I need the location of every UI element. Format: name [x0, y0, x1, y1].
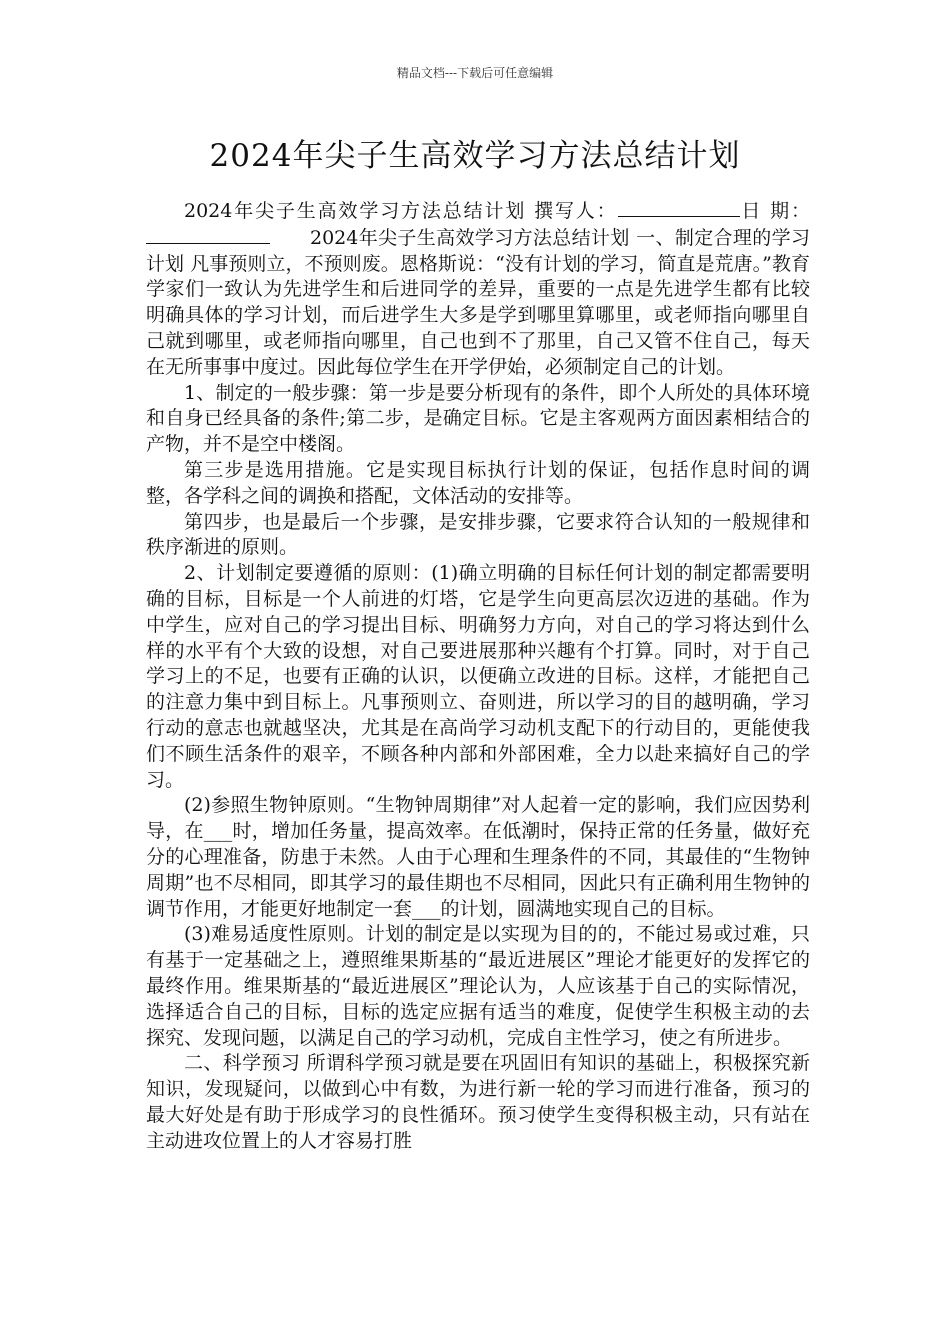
intro-lead: 2024年尖子生高效学习方法总结计划 撰写人： [184, 200, 618, 222]
paragraph-biological-clock: (2)参照生物钟原则。“生物钟周期律”对人起着一定的影响，我们应因势利导，在___时，增加任务量，提高效率。在低潮时，保持正常的任务量，做好充分的心理准备，防患于未然。人由于心理和生理条件的不同，其最佳的“生物钟周期”也不尽相同，即其学习的最佳期也不尽相同，因此只有正确利用生物钟的调节作用，才能更好地制定一套___的计划，圆满地实现自己的目标。 [146, 794, 810, 920]
paragraph-step-4: 第四步，也是最后一个步骤，是安排步骤，它要求符合认知的一般规律和秩序渐进的原则。 [146, 510, 810, 559]
intro-rest: 2024年尖子生高效学习方法总结计划 一、制定合理的学习计划 凡事预则立，不预则废。恩格斯说：“没有计划的学习，简直是荒唐。”教育学家们一致认为先进学生和后进同学的差异，重要的一点是先进学生都有比较明确具体的学习计划，而后进学生大多是学到哪里算哪里，或老师指向哪里自己就到哪里，或老师指向哪里，自己也到不了那里，自己又管不住自己，每天在无所事事中度过。因此每位学生在开学伊始，必须制定自己的计划。 [146, 226, 810, 378]
paragraph-principles: 2、计划制定要遵循的原则：(1)确立明确的目标任何计划的制定都需要明确的目标，目标是一个人前进的灯塔，它是学生向更高层次迈进的基础。作为中学生，应对自己的学习提出目标、明确努力方向，对自己的学习将达到什么样的水平有个大致的设想，对自己要进展那种兴趣有个打算。同时，对于自己学习上的不足，也要有正确的认识，以便确立改进的目标。这样，才能把自己的注意力集中到目标上。凡事预则立、奋则进，所以学习的目的越明确，学习行动的意志也就越坚决，尤其是在高尚学习动机支配下的行动目的，更能使我们不顾生活条件的艰辛，不顾各种内部和外部困难，全力以赴来搞好自己的学习。 [146, 562, 810, 791]
document-title: 2024年尖子生高效学习方法总结计划 [209, 138, 741, 174]
page-header: 精品文档---下载后可任意编辑 [396, 66, 554, 80]
paragraph-preview: 二、科学预习 所谓科学预习就是要在巩固旧有知识的基础上，积极探究新知识，发现疑问，以做到心中有数，为进行新一轮的学习而进行准备，预习的最大好处是有助于形成学习的良性循环。预习使学生变得积极主动，只有站在主动进攻位置上的人才容易打胜 [146, 1052, 810, 1152]
paragraph-step-3: 第三步是选用措施。它是实现目标执行计划的保证，包括作息时间的调整，各学科之间的调换和搭配，文体活动的安排等。 [146, 458, 810, 507]
author-blank [618, 198, 740, 217]
paragraph-step-1: 1、制定的一般步骤：第一步是要分析现有的条件，即个人所处的具体环境和自身已经具备的条件;第二步，是确定目标。它是主客观两方面因素相结合的产物，并不是空中楼阁。 [146, 381, 810, 456]
date-blank [146, 225, 270, 244]
date-label: 日 期： [739, 200, 810, 222]
paragraph-difficulty: (3)难易适度性原则。计划的制定是以实现为目的的，不能过易或过难，只有基于一定基础之上，遵照维果斯基的“最近进展区”理论才能更好的发挥它的最终作用。维果斯基的“最近进展区”理论认为，人应该基于自己的实际情况，选择适合自己的目标，目标的选定应据有适当的难度，促使学生积极主动的去探究、发现问题，以满足自己的学习动机，完成自主性学习，使之有所进步。 [146, 923, 810, 1049]
intro-paragraph [146, 198, 810, 381]
document-body [146, 198, 810, 1154]
